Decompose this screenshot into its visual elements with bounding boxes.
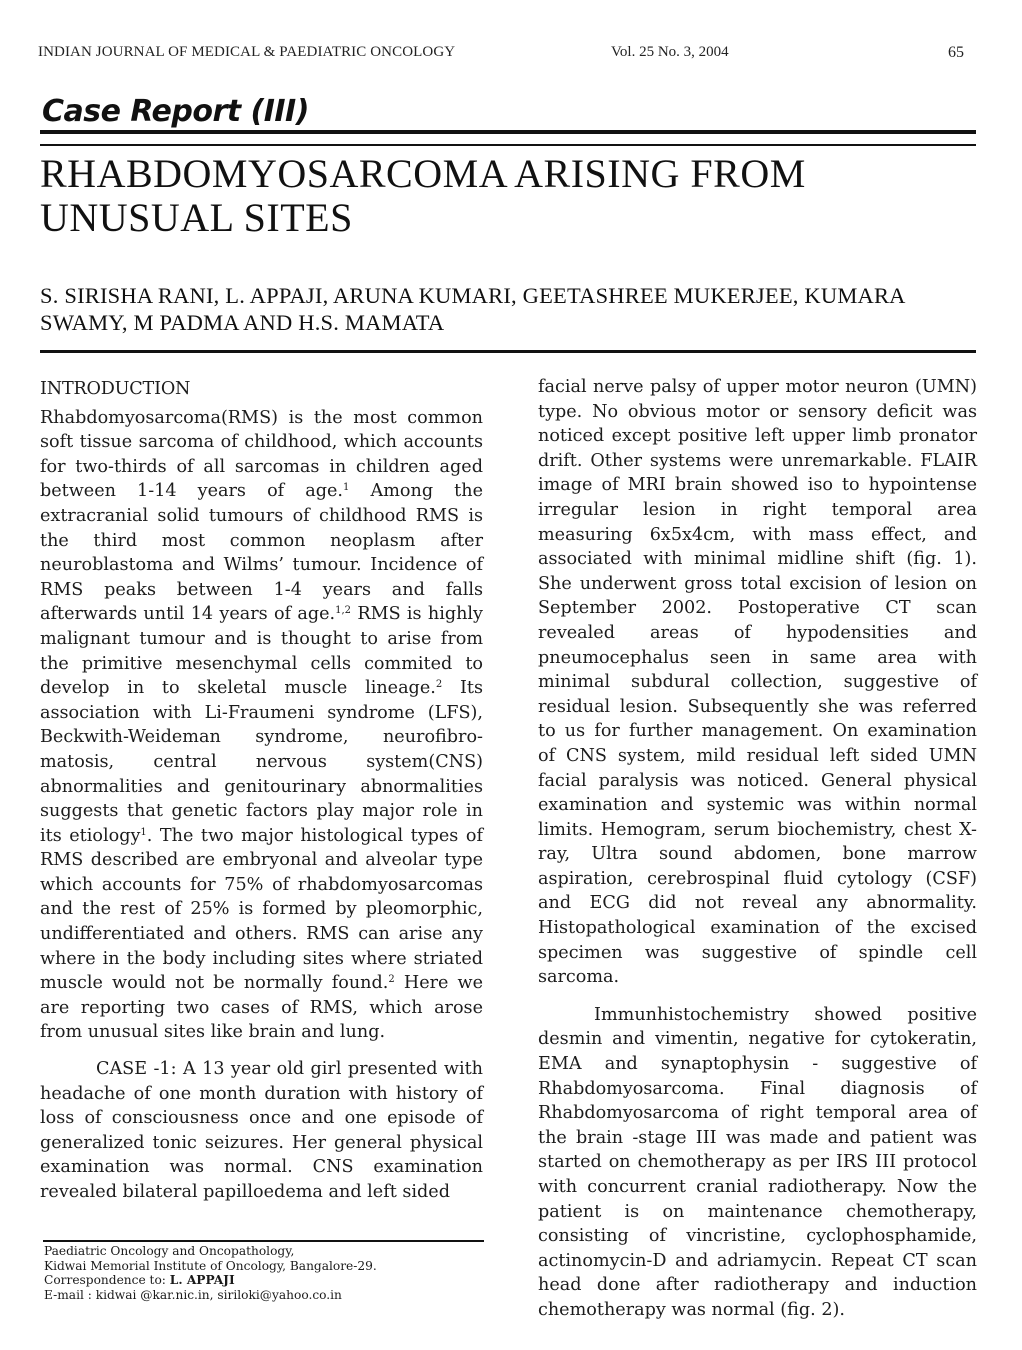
citation-ref: 1 [140, 826, 147, 838]
article-title: RHABDOMYOSARCOMA ARISING FROM UNUSUAL SITES [40, 151, 806, 240]
introduction-paragraph [40, 406, 483, 1045]
intro-text: Among the extracranial solid tumours of childhood RMS is the third most common neoplasm after neuroblastoma and Wilms’ tumour. Incidence of RMS peaks between 1-4 years and falls afterwards until 14 years of age. [40, 481, 483, 625]
immunohistochemistry-paragraph: Immunhistochemistry showed positive desmin and vimentin, negative for cytokeratin, EMA and synaptophysin - suggestive of Rhabdomyosarcoma. Final diagnosis of Rhabdomyosarcoma of right temporal area of the brain -stage III was made and patient was started on chemotherapy as per IRS III protocol with concurrent cranial radiotherapy. Now the patient is on maintenance chemotherapy, consisting of vincristine, cyclophosphamide, actinomycin-D and adriamycin. Repeat CT scan head done after radiotherapy and induction chemotherapy was normal (fig. 2). [538, 1004, 977, 1320]
affiliation-institute: Kidwai Memorial Institute of Oncology, Bangalore-29. [44, 1258, 377, 1273]
footnote-rule [43, 1240, 484, 1242]
intro-text: . The two major histological types of RMS described are embryonal and alveolar type which accounts for 75% of rhabdomyosarcomas and the rest of 25% is formed by pleomorphic, undifferentiated and others. RMS can arise any where in the body including sites where striated muscle would not be normally found. [40, 825, 483, 994]
journal-name: INDIAN JOURNAL OF MEDICAL & PAEDIATRIC ONCOLOGY [38, 44, 456, 60]
correspondence-name: L. APPAJI [169, 1273, 235, 1288]
citation-ref: 2 [435, 679, 443, 691]
citation-ref: 1,2 [335, 605, 352, 617]
citation-ref: 2 [388, 974, 395, 986]
intro-text: Rhabdomyosarcoma(RMS) is the most common soft tissue sarcoma of childhood, which accounts for two-thirds of all sarcomas in children aged between 1-14 years of age. [40, 407, 483, 502]
citation-ref: 1 [343, 482, 350, 494]
title-top-rule [40, 144, 976, 146]
left-column [40, 377, 483, 1205]
correspondence-line [44, 1273, 494, 1288]
affiliation-department: Paediatric Oncology and Oncopathology, [44, 1244, 295, 1258]
intro-text: Here we are reporting two cases of RMS, which arose from unusual sites like brain and lung. [40, 973, 484, 1043]
authors-bottom-rule [40, 350, 976, 353]
volume-issue: Vol. 25 No. 3, 2004 [611, 44, 729, 60]
section-rule [40, 130, 976, 134]
intro-text: Its association with Li-Fraumeni syndrome (LFS), Beckwith-Weideman syndrome, neurofibro-matosis, central nervous system(CNS) abnormalities and genitourinary abnormalities suggests that genetic factors play major role in its etiology [40, 678, 483, 846]
page-number: 65 [948, 44, 964, 61]
introduction-heading: INTRODUCTION [40, 379, 191, 399]
correspondence-label: Correspondence to: [44, 1273, 170, 1288]
running-header [38, 44, 964, 64]
section-label: Case Report (III) [42, 94, 309, 129]
right-column [538, 375, 977, 1323]
case1-paragraph: CASE -1: A 13 year old girl presented with headache of one month duration with history of loss of consciousness once and one episode of generalized tonic seizures. Her general physical examination was normal. CNS examination revealed bilateral papilloedema and left sided [40, 1059, 483, 1202]
author-list: S. SIRISHA RANI, L. APPAJI, ARUNA KUMARI, GEETASHREE MUKERJEE, KUMARA SWAMY, M PADMA AND H.S. MAMATA [40, 283, 905, 335]
email-line: E-mail : kidwai @kar.nic.in, siriloki@yahoo.co.in [44, 1287, 342, 1302]
intro-text: RMS is highly malignant tumour and is thought to arise from the primitive mesenchymal cells commited to develop in to skeletal muscle lineage. [40, 604, 483, 699]
affiliation-footnote [44, 1244, 494, 1302]
case1-continued-paragraph: facial nerve palsy of upper motor neuron (UMN) type. No obvious motor or sensory deficit was noticed except positive left upper limb pronator drift. Other systems were unremarkable. FLAIR image of MRI brain showed iso to hypointense irregular lesion in right temporal area measuring 6x5x4cm, with mass effect, and associated with minimal midline shift (fig. 1). She underwent gross total excision of lesion on September 2002. Postoperative CT scan revealed areas of hypodensities and pneumocephalus seen in same area with minimal subdural collection, suggestive of residual lesion. Subsequently she was referred to us for further management. On examination of CNS system, mild residual left sided UMN facial paralysis was noticed. General physical examination and systemic was within normal limits. Hemogram, serum biochemistry, chest X-ray, Ultra sound abdomen, bone marrow aspiration, cerebrospinal fluid cytology (CSF) and ECG did not reveal any abnormality. Histopathological examination of the excised specimen was suggestive of spindle cell sarcoma. [538, 377, 977, 988]
